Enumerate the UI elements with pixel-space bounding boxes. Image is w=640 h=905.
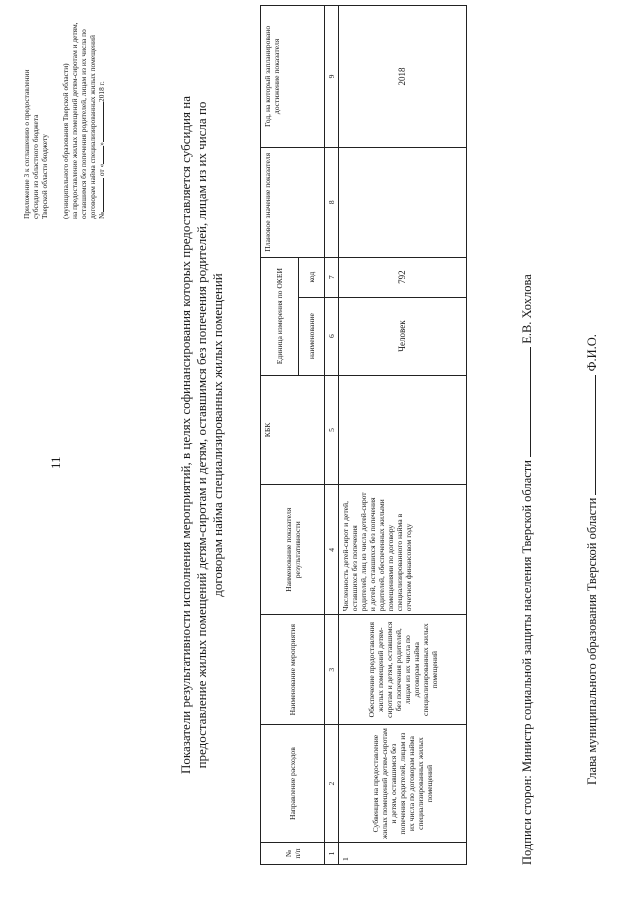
cell-okei-code: 792: [339, 257, 467, 297]
annex-line: Приложение 3 к соглашению о предоставлении: [22, 69, 31, 219]
annex-from-label: от «: [97, 163, 106, 177]
annex-line: субсидии из областного бюджета: [31, 114, 40, 219]
signature-head: [585, 334, 600, 785]
cell-num: 1: [339, 843, 467, 865]
document-title: Показатели результативности исполнения мероприятий, в целях софинансирования которых предоставляется субсидия на предоставление жилых помещений детям-сиротам и детям, оставшимся без попечения родителей, лицам из их числа по договорам найма специализированных жилых помещений: [178, 96, 225, 774]
page-number: 11: [48, 456, 63, 469]
signature-minister-label: Подписи сторон: Министр социальной защиты населения Тверской области: [520, 460, 534, 865]
header-okei-name: наименование: [299, 297, 325, 375]
index-cell: 4: [325, 485, 339, 615]
table-header-row: [261, 6, 299, 865]
index-cell: 9: [325, 6, 339, 148]
cell-plan: [339, 147, 467, 257]
header-kbk: КБК: [261, 375, 325, 485]
annex-num-label: №: [97, 211, 106, 219]
header-okei-code: код: [299, 257, 325, 297]
cell-kbk: [339, 375, 467, 485]
cell-direction: Субвенция на предоставление жилых помещений детям-сиротам и детям, оставшимся без попечения родителей, лицам из их числа по договорам найма специализированных жилых помещений: [339, 725, 467, 843]
header-indicator: Наименование показателя результативности: [261, 485, 325, 615]
cell-indicator: Численность детей-сирот и детей, оставшихся без попечения родителей, лиц из числа детей-сирот и детей, оставшихся без попечения родителей, обеспеченных жилыми помещениями по договору специализированного найма в отчетном финансовом году: [339, 485, 467, 615]
index-cell: 7: [325, 257, 339, 297]
signature-minister: [520, 274, 535, 865]
header-okei: Единица измерения по ОКЕИ: [261, 257, 299, 375]
header-direction: Направление расходов: [261, 725, 325, 843]
header-plan: Плановое значение показателя: [261, 147, 325, 257]
header-num: № п/п: [261, 843, 325, 865]
annex-number-date: [97, 14, 106, 219]
annex-quote: »: [97, 142, 106, 146]
annex-line: Тверской области бюджету: [40, 134, 49, 219]
table-row: [339, 6, 467, 865]
cell-okei-name: Человек: [339, 297, 467, 375]
table-index-row: [325, 6, 339, 865]
index-cell: 5: [325, 375, 339, 485]
signature-head-name: Ф.И.О.: [585, 334, 599, 372]
index-cell: 2: [325, 725, 339, 843]
index-cell: 6: [325, 297, 339, 375]
annex-block: [22, 14, 106, 219]
cell-event: Обеспечение предоставления жилых помещений детям-сиротам и детям, оставшимся без попечения родителей, лицам из их числа по договорам найма специализированных жилых помещений: [339, 615, 467, 725]
index-cell: 8: [325, 147, 339, 257]
index-cell: 3: [325, 615, 339, 725]
annex-purpose: на предоставление жилых помещений детям-сиротам и детям, оставшимся без попечения родителей, лицам из их числа по договорам найма специализированных жилых помещений: [70, 22, 97, 219]
signature-head-label: Глава муниципального образования Тверской области: [585, 497, 599, 785]
signature-minister-name: Е.В. Хохлова: [520, 274, 534, 344]
annex-org-line: (муниципального образования Тверской области): [61, 63, 70, 219]
index-cell: 1: [325, 843, 339, 865]
indicators-table: [260, 5, 467, 865]
header-year: Год, на который запланировано достижение показателя: [261, 6, 325, 148]
annex-year: 2018 г.: [97, 81, 106, 102]
header-event: Наименование мероприятия: [261, 615, 325, 725]
cell-year: 2018: [339, 6, 467, 148]
